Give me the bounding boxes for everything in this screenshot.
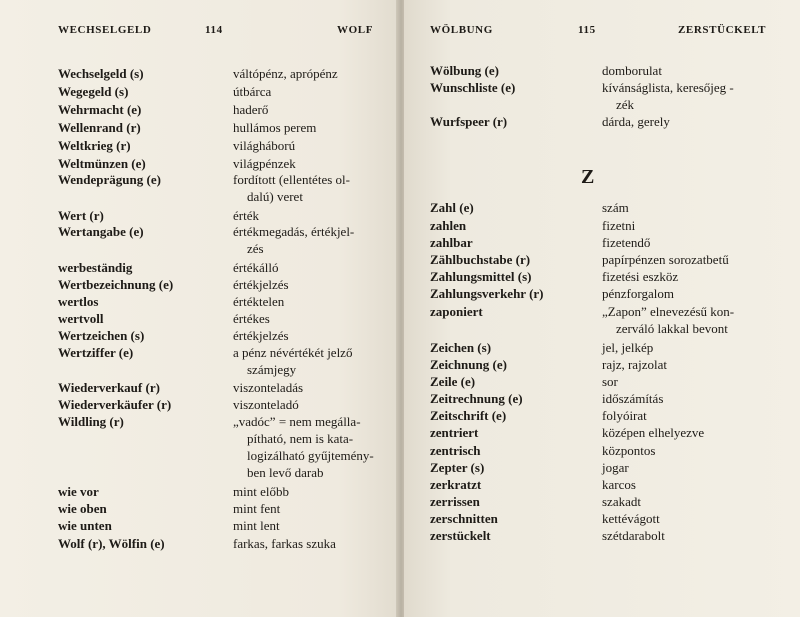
left-entry-headword: Wildling (r) (58, 414, 124, 429)
left-entry-headword: Wertbezeichnung (e) (58, 277, 174, 292)
right-entry-headword: zerschnitten (430, 511, 498, 526)
left-entry-translation: értékjelzés (233, 328, 289, 343)
left-entry-headword: wertlos (58, 294, 99, 309)
left-entry-headword: Wertangabe (e) (58, 224, 144, 239)
left-page (0, 0, 398, 617)
left-header-guide-word-start: WECHSELGELD (58, 24, 152, 36)
left-entry-translation: zés (247, 241, 264, 256)
left-entry-headword: werbeständig (58, 260, 133, 275)
right-entry-translation: papírpénzen sorozatbetű (602, 252, 729, 267)
left-entry-headword: Wechselgeld (s) (58, 66, 144, 81)
left-entry-headword: Wolf (r), Wölfin (e) (58, 536, 165, 551)
left-entry-translation: ben levő darab (247, 465, 324, 480)
left-entry-headword: Wertziffer (e) (58, 345, 134, 360)
left-entry-translation: számjegy (247, 362, 297, 377)
right-page-number: 115 (578, 24, 596, 36)
right-entry-translation: rajz, rajzolat (602, 357, 667, 372)
right-entry-headword: Zahl (e) (430, 200, 474, 215)
right-entry-headword: zahlen (430, 218, 467, 233)
left-entry-translation: hullámos perem (233, 120, 317, 135)
left-entry-translation: „vadóc” = nem megálla- (233, 414, 361, 429)
right-entry-translation: pénzforgalom (602, 286, 674, 301)
left-entry-headword: Wegegeld (s) (58, 84, 129, 99)
left-entry-translation: értékmegadás, értékjel- (233, 224, 355, 239)
right-entry-translation: szám (602, 200, 629, 215)
right-entry-translation: dárda, gerely (602, 114, 670, 129)
right-header-guide-word-end: ZERSTÜCKELT (678, 24, 767, 36)
right-entry-translation: szakadt (602, 494, 641, 509)
left-entry-translation: váltópénz, aprópénz (233, 66, 338, 81)
right-entry-translation: karcos (602, 477, 636, 492)
left-entry-translation: világháború (233, 138, 296, 153)
left-entry-translation: viszonteladó (233, 397, 299, 412)
right-entry-headword: Zählbuchstabe (r) (430, 252, 531, 267)
left-entry-translation: farkas, farkas szuka (233, 536, 336, 551)
left-entry-translation: mint lent (233, 518, 280, 533)
right-entry-translation: kettévágott (602, 511, 660, 526)
right-entry-headword: Zeile (e) (430, 374, 476, 389)
right-entry-headword: zerstückelt (430, 528, 491, 543)
section-letter-z: Z (581, 166, 595, 188)
right-entry-headword: Zeichnung (e) (430, 357, 507, 372)
left-page-number: 114 (205, 24, 223, 36)
right-entry-headword: Wurfspeer (r) (430, 114, 508, 129)
left-entry-translation: haderő (233, 102, 269, 117)
left-entry-headword: wie oben (58, 501, 107, 516)
right-entry-translation: fizetési eszköz (602, 269, 679, 284)
right-entry-translation: középen elhelyezve (602, 425, 705, 440)
right-entry-translation: sor (602, 374, 618, 389)
right-entry-headword: zerkratzt (430, 477, 482, 492)
right-entry-translation: jel, jelkép (602, 340, 654, 355)
right-entry-translation: fizetni (602, 218, 636, 233)
left-entry-translation: értékes (233, 311, 270, 326)
right-entry-headword: Zahlungsmittel (s) (430, 269, 532, 284)
left-entry-translation: viszonteladás (233, 380, 304, 395)
right-entry-translation: jogar (602, 460, 629, 475)
left-entry-translation: érték (233, 208, 259, 223)
left-entry-translation: mint előbb (233, 484, 289, 499)
left-entry-translation: útbárca (233, 84, 272, 99)
left-entry-headword: Wiederverkäufer (r) (58, 397, 172, 412)
right-header-guide-word-start: WÖLBUNG (430, 24, 493, 36)
left-entry-translation: logizálható gyűjtemény- (247, 448, 374, 463)
left-entry-headword: wie unten (58, 518, 112, 533)
right-entry-translation: időszámítás (602, 391, 664, 406)
right-entry-translation: szétdarabolt (602, 528, 665, 543)
left-entry-headword: Wellenrand (r) (58, 120, 141, 135)
right-entry-translation: fizetendő (602, 235, 651, 250)
right-entry-headword: zentrisch (430, 443, 481, 458)
right-entry-headword: Zeitrechnung (e) (430, 391, 523, 406)
left-entry-translation: értékjelzés (233, 277, 289, 292)
right-entry-translation: domborulat (602, 63, 662, 78)
right-entry-headword: Wunschliste (e) (430, 80, 516, 95)
right-entry-translation: kívánságlista, keresőjeg - (602, 80, 734, 95)
right-entry-headword: zaponiert (430, 304, 483, 319)
right-page (404, 0, 800, 617)
left-entry-translation: értéktelen (233, 294, 285, 309)
right-entry-headword: zerrissen (430, 494, 480, 509)
left-entry-translation: dalú) veret (247, 189, 303, 204)
left-entry-translation: mint fent (233, 501, 281, 516)
left-entry-translation: fordított (ellentétes ol- (233, 172, 350, 187)
right-entry-headword: Zeitschrift (e) (430, 408, 507, 423)
right-entry-translation: „Zapon” elnevezésű kon- (602, 304, 735, 319)
right-entry-translation: zerváló lakkal bevont (616, 321, 728, 336)
left-entry-translation: világpénzek (233, 156, 296, 171)
left-entry-translation: a pénz névértékét jelző (233, 345, 353, 360)
right-entry-headword: Zeichen (s) (430, 340, 492, 355)
right-entry-translation: zék (616, 97, 635, 112)
left-header-guide-word-end: WOLF (337, 24, 374, 36)
right-entry-translation: központos (602, 443, 656, 458)
right-entry-headword: Wölbung (e) (430, 63, 499, 78)
right-entry-headword: Zahlungsverkehr (r) (430, 286, 544, 301)
left-entry-headword: wie vor (58, 484, 99, 499)
left-entry-headword: Weltkrieg (r) (58, 138, 131, 153)
left-entry-headword: Weltmünzen (e) (58, 156, 146, 171)
left-entry-translation: pítható, nem is kata- (247, 431, 354, 446)
left-entry-headword: Wehrmacht (e) (58, 102, 142, 117)
right-entry-headword: zentriert (430, 425, 479, 440)
right-entry-headword: Zepter (s) (430, 460, 485, 475)
left-entry-headword: Wert (r) (58, 208, 104, 223)
right-entry-headword: zahlbar (430, 235, 473, 250)
left-entry-headword: Wiederverkauf (r) (58, 380, 160, 395)
left-entry-headword: Wendeprägung (e) (58, 172, 161, 187)
left-entry-headword: Wertzeichen (s) (58, 328, 145, 343)
left-entry-translation: értékálló (233, 260, 279, 275)
left-entry-headword: wertvoll (58, 311, 104, 326)
right-entry-translation: folyóirat (602, 408, 647, 423)
